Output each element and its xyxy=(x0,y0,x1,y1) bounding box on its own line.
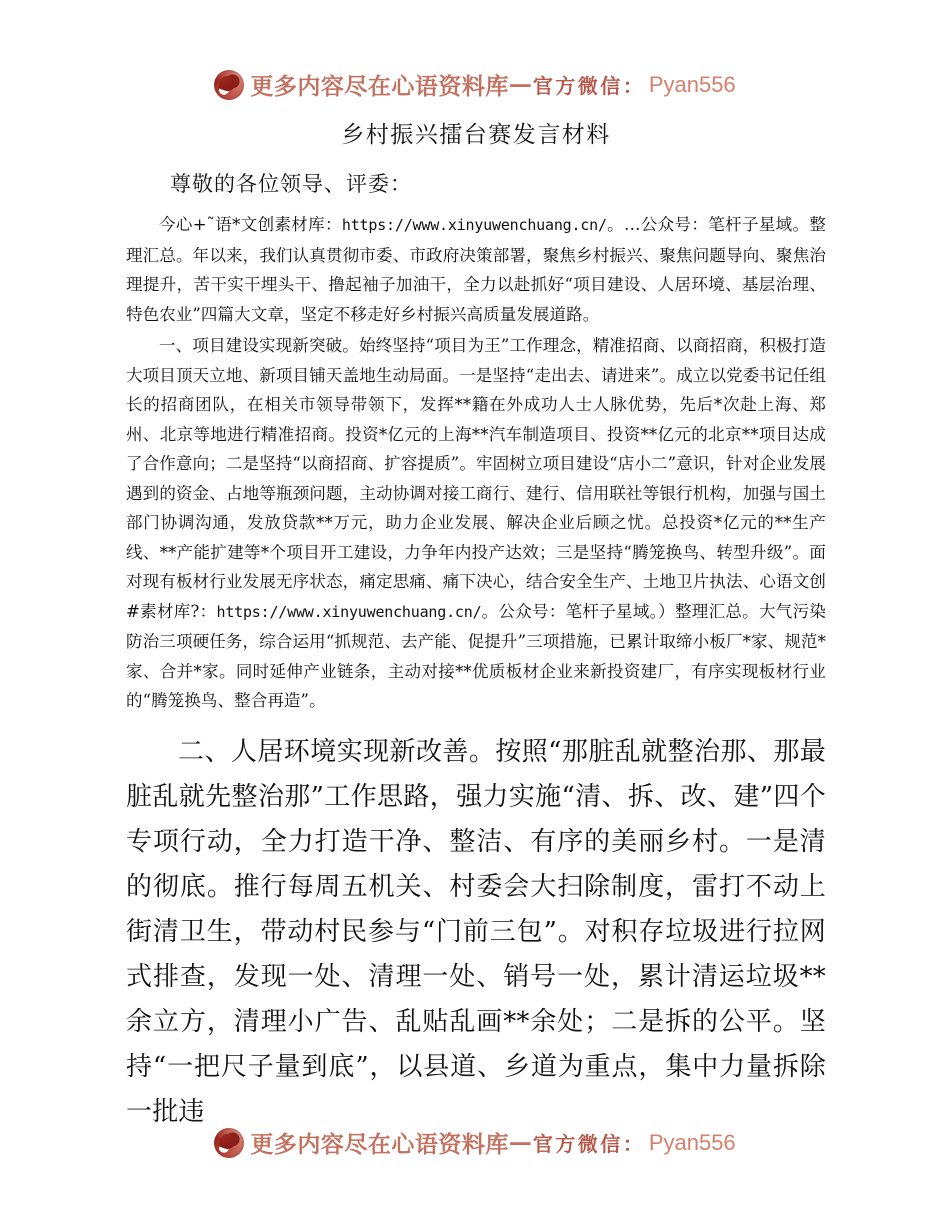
watermark-wechat-label: 官方微信 xyxy=(532,1132,623,1156)
document-body xyxy=(126,118,826,1135)
page-title: 乡村振兴擂台赛发言材料 xyxy=(341,122,611,148)
paragraph-intro: 今心+˜语*文创素材库：https://www.xinyuwenchuang.cn/。…公众号：笔杆子星域。整理汇总。年以来，我们认真贯彻市委、市政府决策部署，聚焦乡村振兴、聚焦问题导向、聚焦治理提升，苦干实干埋头干、撸起袖子加油干，全力以赴抓好“项目建设、人居环境、基层治理、特色农业”四篇大文章，坚定不移走好乡村振兴高质量发展道路。 xyxy=(126,215,826,324)
paragraph-section-one: 一、项目建设实现新突破。始终坚持“项目为王”工作理念，精准招商、以商招商，积极打造大项目顶天立地、新项目铺天盖地生动局面。一是坚持“走出去、请进来”。成立以党委书记任组长的招商团队，在相关市领导带领下，发挥**籍在外成功人士人脉优势，先后*次赴上海、郑州、北京等地进行精准招商。投资*亿元的上海**汽车制造项目、投资**亿元的北京**项目达成了合作意向；二是坚持“以商招商、扩容提质”。牢固树立项目建设“店小二”意识，针对企业发展遇到的资金、占地等瓶颈问题，主动协调对接工商行、建行、信用联社等银行机构，加强与国土部门协调沟通，发放贷款**万元，助力企业发展、解决企业后顾之忧。总投资*亿元的**生产线、**产能扩建等*个项目开工建设，力争年内投产达效；三是坚持“腾笼换鸟、转型升级”。面对现有板材行业发展无序状态，痛定思痛、痛下决心，结合安全生产、土地卫片执法、心语文创#素材库?：https://www.xinyuwenchuang.cn/。公众号：笔杆子星域。）整理汇总。大气污染防治三项硬任务，综合运用“抓规范、去产能、促提升”三项措施，已累计取缔小板厂*家、规范*家、合并*家。同时延伸产业链条，主动对接**优质板材企业来新投资建厂，有序实现板材行业的“腾笼换鸟、整合再造”。 xyxy=(126,336,826,710)
watermark-main-text: 更多内容尽在心语资料库 xyxy=(250,1131,509,1158)
paragraph-section-two: 二、人居环境实现新改善。按照“那脏乱就整治那、那最脏乱就先整治那”工作思路，强力实施“清、拆、改、建”四个专项行动，全力打造干净、整洁、有序的美丽乡村。一是清的彻底。推行每周五机关、村委会大扫除制度，雷打不动上街清卫生，带动村民参与“门前三包”。对积存垃圾进行拉网式排查，发现一处、清理一处、销号一处，累计清运垃圾**余立方，清理小广告、乱贴乱画**余处；二是拆的公平。坚持“一把尺子量到底”，以县道、乡道为重点，集中力量拆除一批违 xyxy=(126,736,826,1127)
inline-url: https://www.xinyuwenchuang.cn/ xyxy=(216,602,482,621)
watermark-dash: — xyxy=(508,1129,532,1156)
inline-url: https://www.xinyuwenchuang.cn/ xyxy=(341,216,607,234)
watermark-dash: — xyxy=(508,71,532,98)
watermark-wechat-label: 官方微信 xyxy=(532,74,623,98)
seal-logo-icon xyxy=(214,70,244,100)
footer-watermark xyxy=(0,1126,950,1159)
header-watermark xyxy=(0,68,950,101)
watermark-wechat-id: Pyan556 xyxy=(648,71,736,97)
seal-logo-icon xyxy=(214,1128,244,1158)
salutation: 尊敬的各位领导、评委： xyxy=(170,172,412,196)
watermark-colon: ： xyxy=(622,74,643,98)
watermark-colon: ： xyxy=(622,1132,643,1156)
watermark-wechat-id: Pyan556 xyxy=(648,1129,736,1155)
watermark-main-text: 更多内容尽在心语资料库 xyxy=(250,73,509,100)
